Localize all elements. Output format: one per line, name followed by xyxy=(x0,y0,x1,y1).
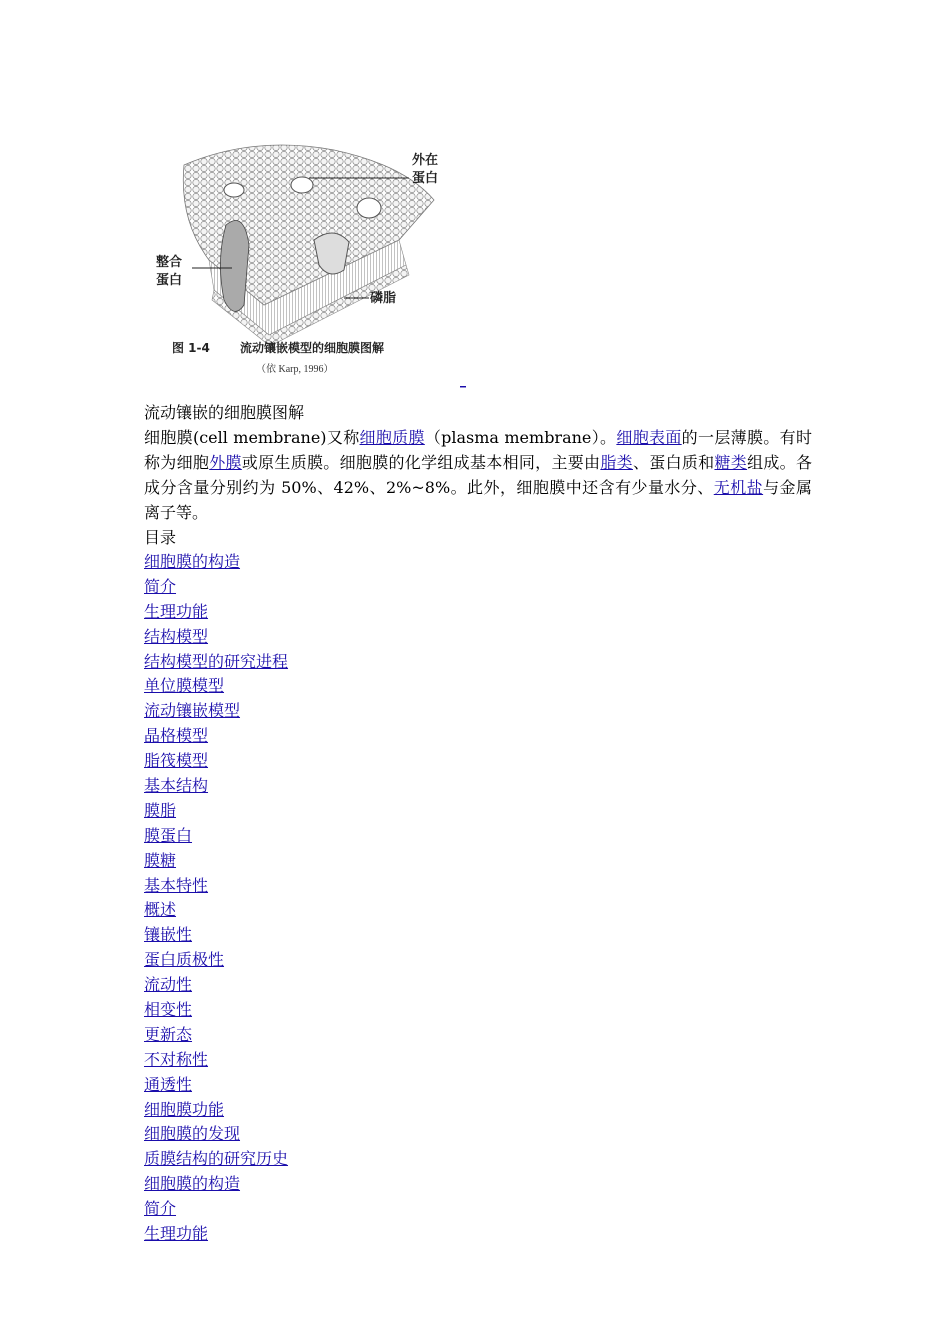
toc-link[interactable]: 生理功能 xyxy=(144,1224,209,1244)
toc-item xyxy=(144,625,812,650)
toc-item xyxy=(144,1048,812,1073)
toc-title: 目录 xyxy=(144,528,177,547)
toc-item xyxy=(144,699,812,724)
link-carbohydrates[interactable]: 糖类 xyxy=(714,453,748,472)
toc-item xyxy=(144,1172,812,1197)
toc-link[interactable]: 生理功能 xyxy=(144,601,209,621)
toc-link[interactable]: 脂筏模型 xyxy=(144,751,209,771)
peripheral-protein xyxy=(291,177,313,193)
toc-item xyxy=(144,874,812,899)
link-outer-membrane[interactable]: 外膜 xyxy=(209,453,242,472)
toc-item xyxy=(144,749,812,774)
toc-link[interactable]: 概述 xyxy=(144,900,177,920)
toc-link[interactable]: 简介 xyxy=(144,576,177,596)
toc-item xyxy=(144,898,812,923)
toc-link[interactable]: 细胞膜功能 xyxy=(144,1099,225,1119)
figure-source: （依 Karp, 1996） xyxy=(256,364,334,375)
toc-item xyxy=(144,650,812,675)
toc-link[interactable]: 相变性 xyxy=(144,1000,193,1020)
integral-protein xyxy=(220,221,249,312)
label-integral-2: 蛋白 xyxy=(156,273,183,288)
toc-link[interactable]: 膜蛋白 xyxy=(144,825,193,845)
figure-number: 图 1-4 xyxy=(172,341,210,355)
toc-link[interactable]: 更新态 xyxy=(144,1024,193,1044)
text: （plasma membrane）。 xyxy=(424,428,617,447)
link-lipids[interactable]: 脂类 xyxy=(600,453,633,472)
toc-item xyxy=(144,1222,812,1247)
text: 组成。各成分含量分别约为 50%、42%、2%~8%。此外，细胞膜中还含有少量水分、 xyxy=(144,453,812,497)
text: 的一层薄膜。有时称为细胞 xyxy=(144,428,812,472)
toc-link[interactable]: 镶嵌性 xyxy=(144,925,193,945)
toc-item xyxy=(144,550,812,575)
label-integral-1: 整合 xyxy=(156,255,183,270)
peripheral-protein xyxy=(357,198,381,218)
toc-item xyxy=(144,998,812,1023)
link-inorganic-salts[interactable]: 无机盐 xyxy=(713,478,764,497)
fluid-mosaic-diagram xyxy=(144,130,474,380)
toc-item xyxy=(144,674,812,699)
toc-link[interactable]: 结构模型的研究进程 xyxy=(144,651,289,671)
toc-item xyxy=(144,824,812,849)
toc-link[interactable]: 单位膜模型 xyxy=(144,676,225,696)
toc-link[interactable]: 细胞膜的构造 xyxy=(144,552,241,571)
label-peripheral-1: 外在 xyxy=(412,153,439,168)
toc-item xyxy=(144,1147,812,1172)
toc-link[interactable]: 膜糖 xyxy=(144,850,177,870)
table-of-contents xyxy=(144,550,812,1247)
intro-paragraph xyxy=(144,425,812,525)
toc-item xyxy=(144,973,812,998)
toc-item xyxy=(144,849,812,874)
toc-item xyxy=(144,1073,812,1098)
toc-link[interactable]: 基本结构 xyxy=(144,776,209,796)
toc-link[interactable]: 流动镶嵌模型 xyxy=(144,701,241,721)
text: 与金属离子等。 xyxy=(144,478,812,522)
toc-item xyxy=(144,600,812,625)
label-phospholipid: 磷脂 xyxy=(370,291,397,306)
link-cell-surface[interactable]: 细胞表面 xyxy=(616,428,682,447)
toc-item xyxy=(144,774,812,799)
text: 细胞膜(cell membrane)又称 xyxy=(144,428,360,447)
toc-link[interactable]: 流动性 xyxy=(144,975,193,995)
document-page xyxy=(144,130,812,1247)
toc-link[interactable]: 质膜结构的研究历史 xyxy=(144,1149,289,1169)
toc-item xyxy=(144,923,812,948)
toc-item xyxy=(144,1197,812,1222)
text: 、蛋白质和 xyxy=(632,453,715,472)
toc-link[interactable]: 简介 xyxy=(144,1199,177,1219)
toc-link[interactable]: 基本特性 xyxy=(144,875,209,895)
toc-item xyxy=(144,799,812,824)
toc-link[interactable]: 细胞膜的构造 xyxy=(144,1174,241,1194)
toc-item xyxy=(144,1122,812,1147)
toc-link[interactable]: 结构模型 xyxy=(144,626,209,646)
toc-link[interactable]: 晶格模型 xyxy=(144,726,209,746)
toc-item xyxy=(144,575,812,600)
toc-link[interactable]: 膜脂 xyxy=(144,800,177,820)
toc-item xyxy=(144,1023,812,1048)
figure-title: 流动镶嵌模型的细胞膜图解 xyxy=(240,341,385,355)
toc-item xyxy=(144,1098,812,1123)
toc-link[interactable]: 通透性 xyxy=(144,1074,193,1094)
peripheral-protein xyxy=(224,183,244,197)
toc-item xyxy=(144,948,812,973)
label-peripheral-2: 蛋白 xyxy=(412,171,439,186)
toc-link[interactable]: 细胞膜的发现 xyxy=(144,1124,241,1144)
toc-link[interactable]: 不对称性 xyxy=(144,1049,209,1069)
membrane-figure xyxy=(144,130,474,392)
figure-link[interactable]: _ xyxy=(460,374,466,388)
toc-link[interactable]: 蛋白质极性 xyxy=(144,950,225,970)
text: 或原生质膜。细胞膜的化学组成基本相同，主要由 xyxy=(241,453,601,472)
toc-item xyxy=(144,724,812,749)
figure-caption: 流动镶嵌的细胞膜图解 xyxy=(144,403,305,422)
link-cytoplasmic-membrane[interactable]: 细胞质膜 xyxy=(359,428,425,447)
